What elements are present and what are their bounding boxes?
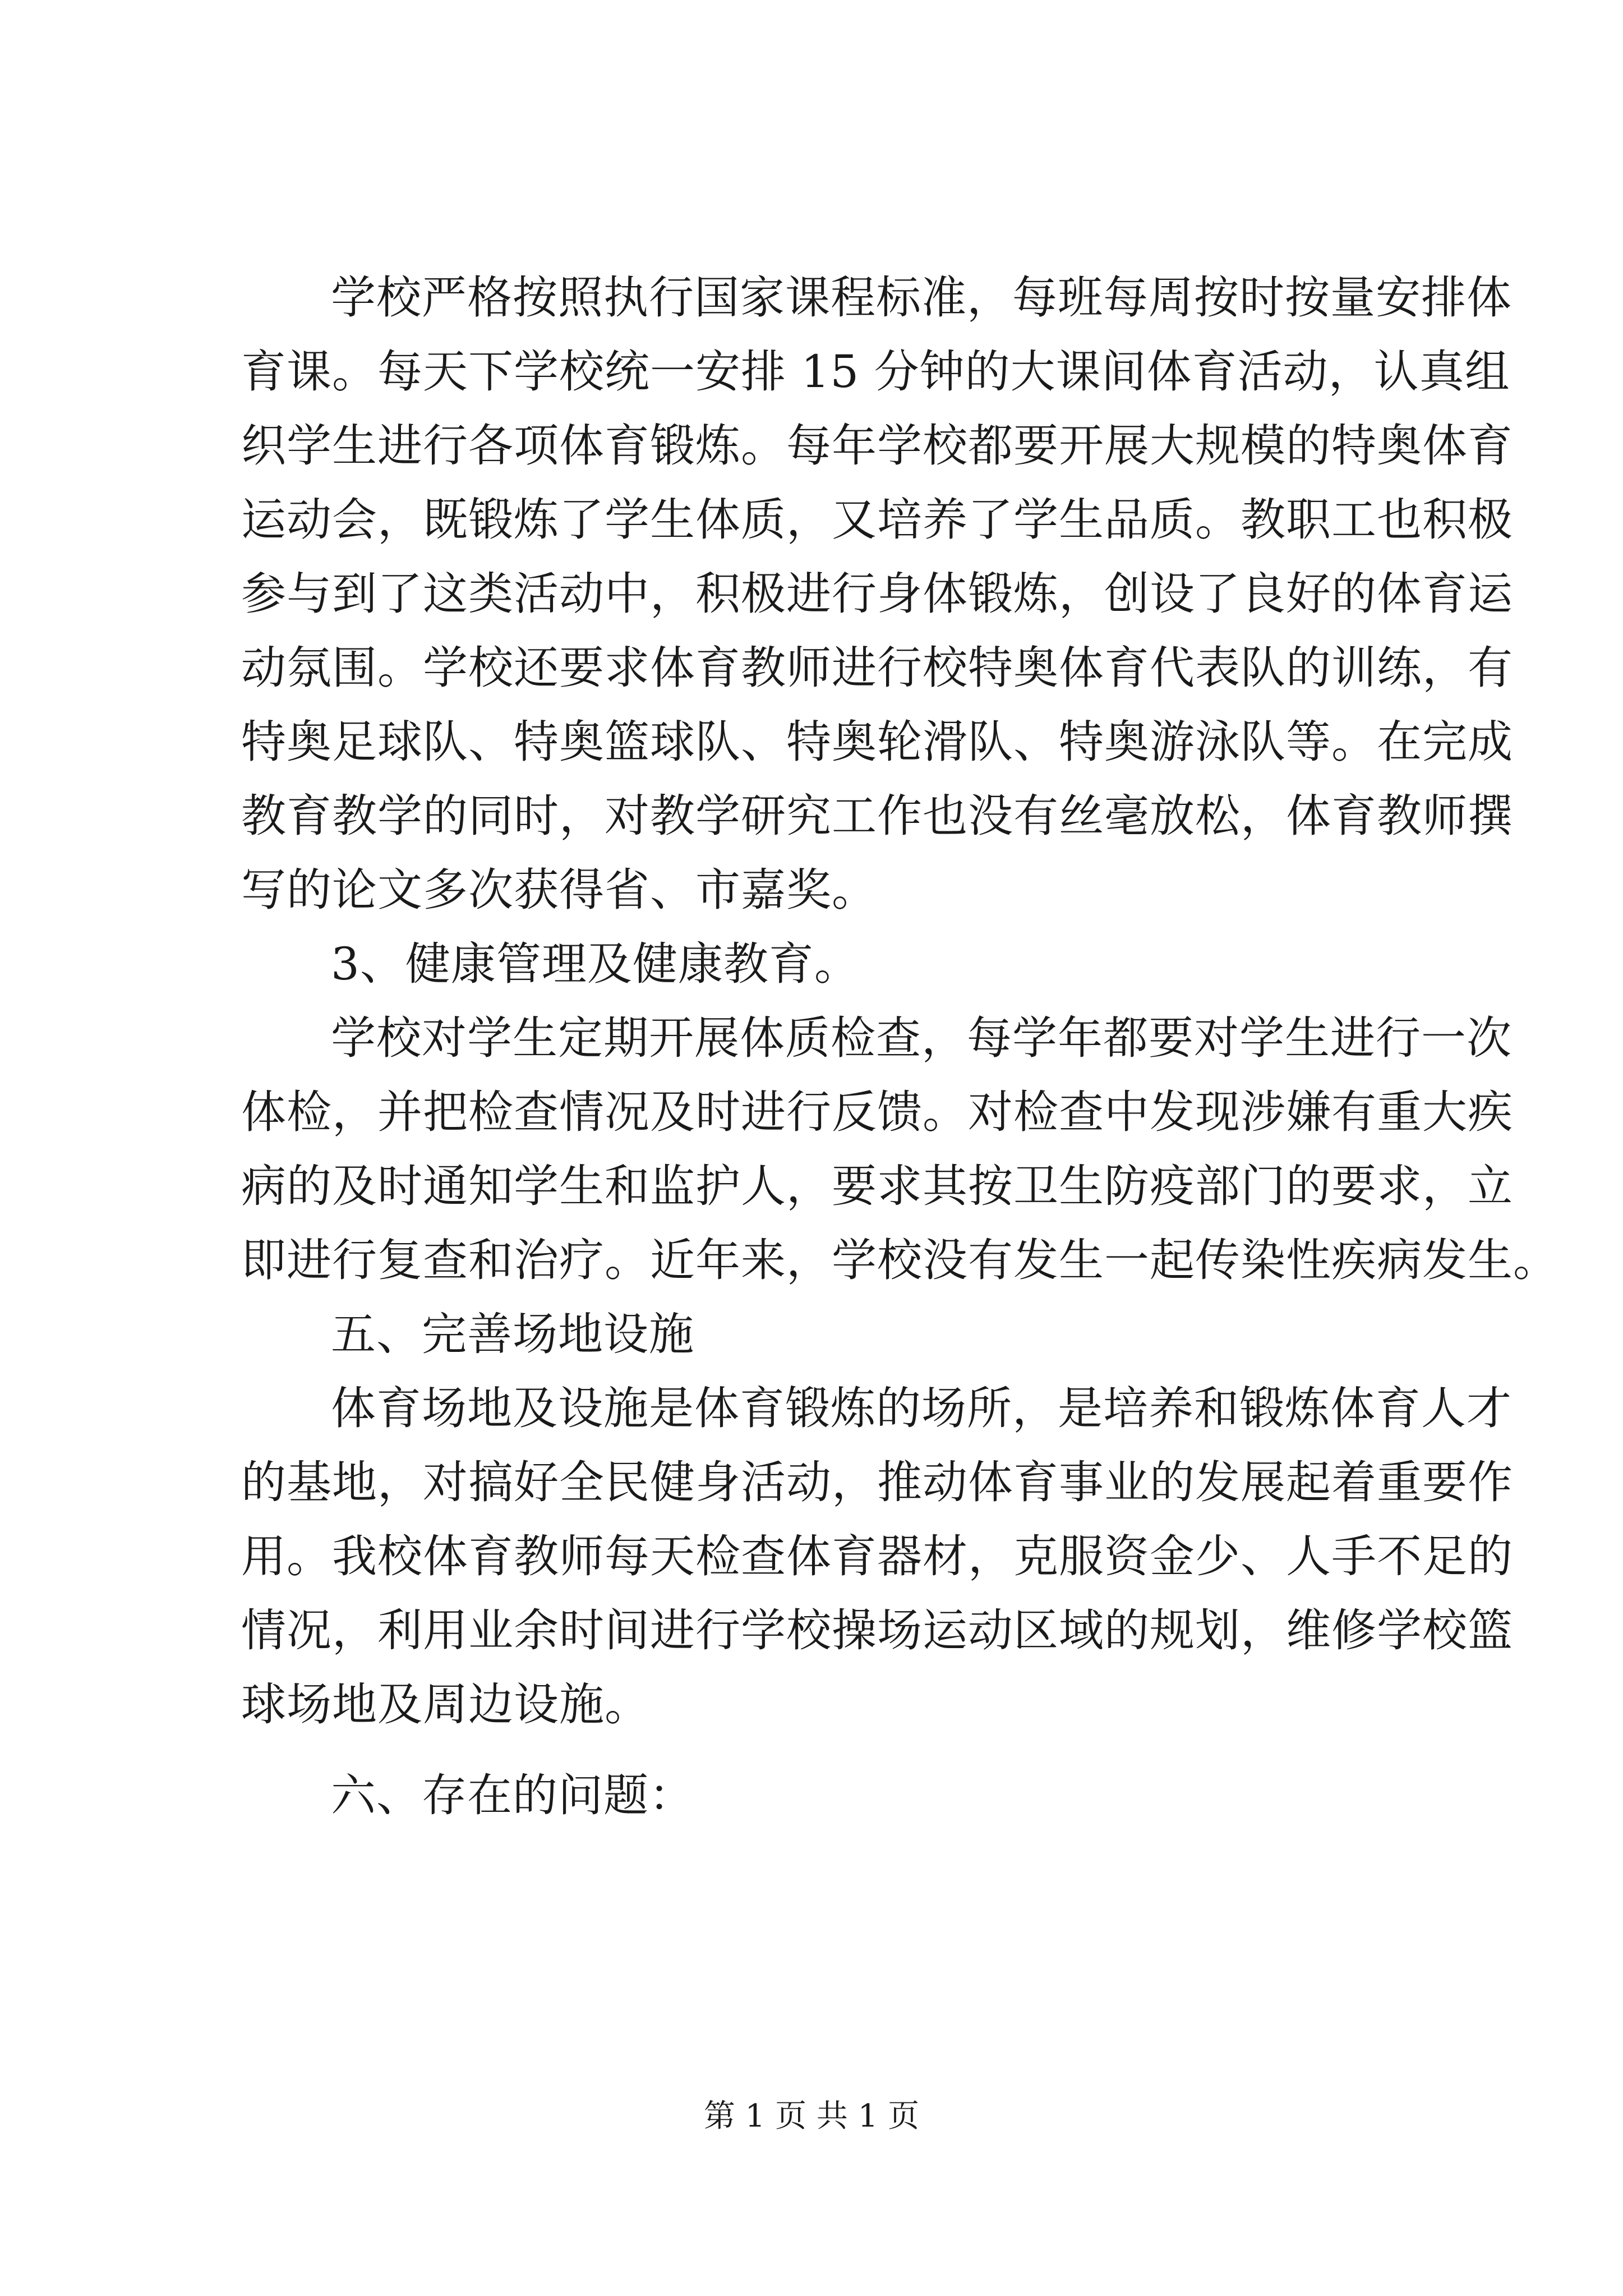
paragraph-line: 球场地及周边设施。 bbox=[241, 1678, 650, 1731]
paragraph-line: 教育教学的同时，对教学研究工作也没有丝毫放松，体育教师撰 bbox=[241, 790, 1513, 842]
paragraph-line: 运动会，既锻炼了学生体质，又培养了学生品质。教职工也积极 bbox=[241, 494, 1513, 546]
page-footer: 第 1 页 共 1 页 bbox=[703, 2098, 920, 2134]
paragraph-line: 参与到了这类活动中，积极进行身体锻炼，创设了良好的体育运 bbox=[241, 568, 1513, 620]
paragraph-line: 体检，并把检查情况及时进行反馈。对检查中发现涉嫌有重大疾 bbox=[241, 1086, 1513, 1138]
paragraph-line: 织学生进行各项体育锻炼。每年学校都要开展大规模的特奥体育 bbox=[241, 420, 1513, 472]
paragraph-line: 即进行复查和治疗。近年来，学校没有发生一起传染性疾病发生。 bbox=[241, 1234, 1559, 1286]
section-heading: 五、完善场地设施 bbox=[331, 1308, 694, 1360]
paragraph-line: 体育场地及设施是体育锻炼的场所，是培养和锻炼体育人才 bbox=[331, 1382, 1512, 1434]
paragraph-line: 学校严格按照执行国家课程标准，每班每周按时按量安排体 bbox=[331, 272, 1512, 324]
document-body bbox=[241, 261, 1559, 1833]
paragraph-line: 写的论文多次获得省、市嘉奖。 bbox=[241, 864, 877, 916]
paragraph-line: 的基地，对搞好全民健身活动，推动体育事业的发展起着重要作 bbox=[241, 1456, 1513, 1508]
paragraph-line: 特奥足球队、特奥篮球队、特奥轮滑队、特奥游泳队等。在完成 bbox=[241, 716, 1513, 768]
paragraph-line: 情况，利用业余时间进行学校操场运动区域的规划，维修学校篮 bbox=[241, 1604, 1513, 1657]
paragraph-line: 学校对学生定期开展体质检查，每学年都要对学生进行一次 bbox=[331, 1012, 1512, 1064]
paragraph-line: 病的及时通知学生和监护人，要求其按卫生防疫部门的要求，立 bbox=[241, 1160, 1513, 1212]
section-heading: 3、健康管理及健康教育。 bbox=[331, 938, 860, 990]
section-heading: 六、存在的问题： bbox=[331, 1769, 694, 1821]
paragraph-line: 育课。每天下学校统一安排 15 分钟的大课间体育活动，认真组 bbox=[241, 346, 1510, 398]
paragraph-line: 用。我校体育教师每天检查体育器材，克服资金少、人手不足的 bbox=[241, 1530, 1513, 1582]
paragraph-line: 动氛围。学校还要求体育教师进行校特奥体育代表队的训练，有 bbox=[241, 642, 1513, 694]
